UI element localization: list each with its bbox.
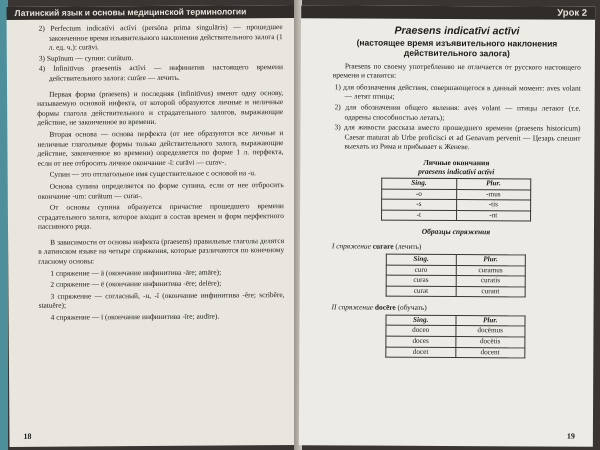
table-header: Plur. <box>456 254 526 265</box>
table-header: Sing. <box>382 178 457 189</box>
endings-title <box>332 157 580 176</box>
paragraph: В зависимости от основы инфекта (praesens) правильные глаголы делятся в латинском языке на четыре спряжения, которые различаются по конечному гласному основы: <box>38 235 285 266</box>
table-row <box>382 199 531 210</box>
table-header: Sing. <box>386 315 456 326</box>
conjugation-item: 3 спряжение — согласный, -u, -ĭ (окончание инфинитива -ĕre; scribĕre, statuĕre); <box>38 289 285 311</box>
table-row <box>382 189 531 200</box>
conj1-gloss: (лечить) <box>393 242 422 252</box>
conj1-table <box>386 254 526 298</box>
conj1-verb: curare <box>372 241 394 252</box>
table-cell: docēmus <box>455 326 525 337</box>
conjugation-item: 1 спряжение — ā (окончание инфинитива -āre; amāre); <box>50 267 222 278</box>
list-item: 2) Perfectum indicatīvi actīvi (persōna prima singulāris) — прошедшее законченное время изъявительного наклонения действительного залога (1 л. ед. ч.): curāvi. <box>38 22 283 52</box>
left-running-header: Латинский язык и основы медицинской терминологии <box>6 5 294 20</box>
paragraph: От основы супина образуется причастие прошедшего времени страдательного залога, которое входит в состав времен и форм перфектного пассивного ряда. <box>37 201 284 232</box>
table-cell: curant <box>456 286 526 297</box>
table-row <box>386 326 525 337</box>
conj1-label <box>332 242 580 253</box>
conj2-verb: docēre <box>374 302 396 313</box>
endings-subtitle-text: praesens indicatīvi actīvi <box>418 166 495 177</box>
right-running-header: Урок 2 <box>301 5 595 20</box>
table-cell: doces <box>386 336 456 347</box>
table-cell: curo <box>386 265 456 276</box>
table-cell: curas <box>386 275 456 286</box>
table-cell: -mus <box>456 189 531 200</box>
table-header: Plur. <box>455 315 525 326</box>
table-cell: -s <box>382 199 457 210</box>
list-item: 3) для живости рассказа вместо прошедшего времени (praesens historicum) Caesar maturat ab Urbe proficisci et ad Genavam pervenit — Цезарь спешит выехать из Рима и прибывает к Женеве. <box>334 122 581 152</box>
section-subtitle: (настоящее время изъявительного наклонения действительного залога) <box>356 37 558 58</box>
right-page-body <box>299 18 595 359</box>
paragraph: Супин — это отглагольное имя существительное с основой на -u. <box>49 168 257 180</box>
list-item: 3) Supīnum — супин: curātum. <box>38 52 134 63</box>
table-header: Plur. <box>456 178 531 189</box>
table-cell: -o <box>382 189 457 200</box>
table-row <box>386 347 525 358</box>
table-row <box>386 336 525 347</box>
left-page <box>6 5 297 447</box>
paragraph: Основа супина определяется по форме супина, если от нее отбросить окончание -um: curātum — curat-. <box>37 179 284 201</box>
table-cell: curat <box>386 286 456 297</box>
left-page-body <box>7 18 297 323</box>
section-title: Praesens indicatīvi actīvi <box>394 24 520 38</box>
conjugation-item: 4 спряжение — ī (окончание инфинитива -īre; audīre). <box>50 311 220 322</box>
table-cell: docētis <box>455 337 525 348</box>
paragraph: Вторая основа — основа перфекта (от нее образуются все личные и неличные глагольные формы только действительного залога, выражающие действие, законченное во времени) определяется по форме 1 л. перфекта, если от нее отбросить личное окончание -ī: curāvi — curav-. <box>37 128 284 168</box>
table-cell: -tis <box>456 200 531 211</box>
list-item: 4) Infinitīvus praesentis actīvi — инфинитив настоящего времени действительного залога: curāre — лечить. <box>38 62 283 83</box>
conj2-table <box>385 315 525 359</box>
table-cell: curamus <box>456 265 526 276</box>
conjugation-item: 2 спряжение — ē (окончание инфинитива -ēre; delēre); <box>50 278 222 289</box>
samples-title: Образцы спряжения <box>421 227 491 237</box>
page-number: 18 <box>23 431 32 441</box>
paragraph: Praesens по своему употреблению не отличается от русского настоящего времени и ставится: <box>332 61 581 80</box>
table-row <box>386 286 525 297</box>
paragraph: Первая форма (praesens) и последняя (infinitīvus) имеют одну основу, называемую основой инфекта, от которой образуются личные и неличные формы глагола действительного и страдательного залогов, выражающие действие, не законченное во времени. <box>37 87 284 128</box>
table-cell: -nt <box>456 210 531 221</box>
conj1-prefix: I спряжение <box>331 241 373 251</box>
table-row <box>386 265 525 276</box>
table-cell: doceo <box>386 326 456 337</box>
table-cell: -t <box>382 210 457 221</box>
endings-title-text: Личные окончания <box>423 157 490 168</box>
table-cell: curatis <box>456 276 526 287</box>
endings-table <box>381 178 531 222</box>
table-row <box>382 210 531 221</box>
page-number: 19 <box>566 431 575 441</box>
table-cell: docent <box>455 347 525 358</box>
table-cell: docet <box>386 347 456 358</box>
table-row <box>386 275 525 286</box>
conj2-prefix: II спряжение <box>331 302 375 312</box>
conj2-gloss: (обучать) <box>395 303 427 313</box>
list-item: 2) для обозначения общего явления: aves volant — птицы летают (т.е. одарены способностью летать); <box>334 102 581 122</box>
right-page <box>299 5 595 447</box>
list-item: 1) для обозначения действия, совершающегося в данный момент: aves volant — летят птицы; <box>334 82 581 102</box>
conj2-label <box>332 303 580 314</box>
table-header: Sing. <box>386 254 456 265</box>
